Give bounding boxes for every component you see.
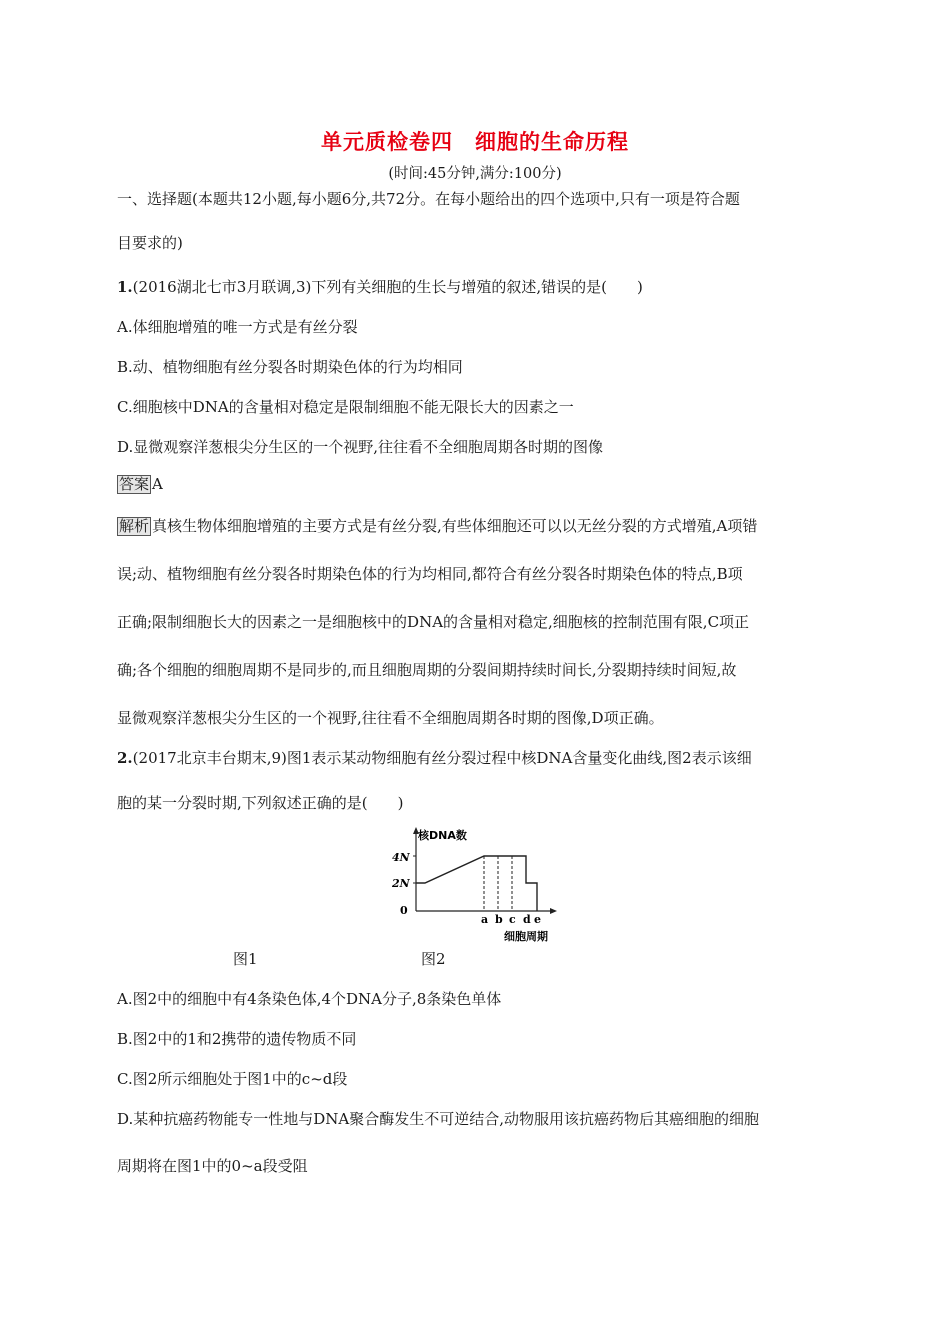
- x-axis-arrow: [550, 908, 557, 914]
- question-2-option-a: A.图2中的细胞中有4条染色体,4个DNA分子,8条染色单体: [117, 990, 502, 1008]
- y-tick-0: 0: [400, 904, 408, 917]
- answer-value: A: [152, 475, 163, 493]
- question-1-stem: [117, 276, 643, 297]
- x-tick-d: d: [523, 913, 531, 926]
- analysis-text-1: 真核生物体细胞增殖的主要方式是有丝分裂,有些体细胞还可以以无丝分裂的方式增殖,A项错: [152, 517, 758, 535]
- question-1-analysis-line1: [117, 515, 757, 536]
- y-tick-4n: 4N: [392, 851, 410, 864]
- y-tick-2n: 2N: [392, 877, 410, 890]
- question-1-text: (2016湖北七市3月联调,3)下列有关细胞的生长与增殖的叙述,错误的是( ): [132, 278, 643, 296]
- question-1-option-c: C.细胞核中DNA的含量相对稳定是限制细胞不能无限长大的因素之一: [117, 398, 574, 416]
- x-tick-a: a: [481, 913, 489, 926]
- x-tick-c: c: [509, 913, 516, 926]
- question-2-text: (2017北京丰台期末,9)图1表示某动物细胞有丝分裂过程中核DNA含量变化曲线,图2表示该细: [132, 749, 752, 767]
- question-2-option-b: B.图2中的1和2携带的遗传物质不同: [117, 1030, 357, 1048]
- figure-1-caption: 图1: [233, 950, 258, 968]
- question-1-option-b: B.动、植物细胞有丝分裂各时期染色体的行为均相同: [117, 358, 463, 376]
- x-tick-b: b: [495, 913, 503, 926]
- y-axis-label: 核DNA数: [418, 829, 467, 842]
- answer-tag: 答案: [119, 475, 150, 493]
- question-1-number: 1.: [117, 278, 133, 296]
- section-heading-line2: 目要求的): [117, 234, 183, 252]
- question-1-analysis-line4: 确;各个细胞的细胞周期不是同步的,而且细胞周期的分裂间期持续时间长,分裂期持续时间短,故: [117, 661, 737, 679]
- figure-2-caption: 图2: [421, 950, 446, 968]
- question-1-analysis-line5: 显微观察洋葱根尖分生区的一个视野,往往看不全细胞周期各时期的图像,D项正确。: [117, 709, 664, 727]
- question-2-option-c: C.图2所示细胞处于图1中的c~d段: [117, 1070, 348, 1088]
- analysis-tag: 解析: [119, 517, 150, 535]
- question-2-option-d-line2: 周期将在图1中的0~a段受阻: [117, 1157, 308, 1175]
- question-1-analysis-line3: 正确;限制细胞长大的因素之一是细胞核中的DNA的含量相对稳定,细胞核的控制范围有限,C项正: [117, 613, 750, 631]
- figure-1-dna-curve: [380, 822, 570, 950]
- question-2-stem-line1: [117, 747, 752, 768]
- question-2-option-d-line1: D.某种抗癌药物能专一性地与DNA聚合酶发生不可逆结合,动物服用该抗癌药物后其癌细胞的细胞: [117, 1110, 760, 1128]
- x-axis-label: 细胞周期: [504, 930, 548, 943]
- question-2-number: 2.: [117, 749, 133, 767]
- question-1-answer: [117, 475, 163, 494]
- page-title: 单元质检卷四 细胞的生命历程: [321, 130, 629, 154]
- question-1-option-a: A.体细胞增殖的唯一方式是有丝分裂: [117, 318, 358, 336]
- exam-info: (时间:45分钟,满分:100分): [388, 166, 562, 182]
- dna-curve: [416, 856, 537, 911]
- question-1-option-d: D.显微观察洋葱根尖分生区的一个视野,往往看不全细胞周期各时期的图像: [117, 438, 604, 456]
- x-tick-e: e: [534, 913, 541, 926]
- section-heading-line1: 一、选择题(本题共12小题,每小题6分,共72分。在每小题给出的四个选项中,只有一项是符合题: [117, 190, 740, 208]
- question-2-stem-line2: 胞的某一分裂时期,下列叙述正确的是( ): [117, 794, 404, 812]
- question-1-analysis-line2: 误;动、植物细胞有丝分裂各时期染色体的行为均相同,都符合有丝分裂各时期染色体的特点,B项: [117, 565, 743, 583]
